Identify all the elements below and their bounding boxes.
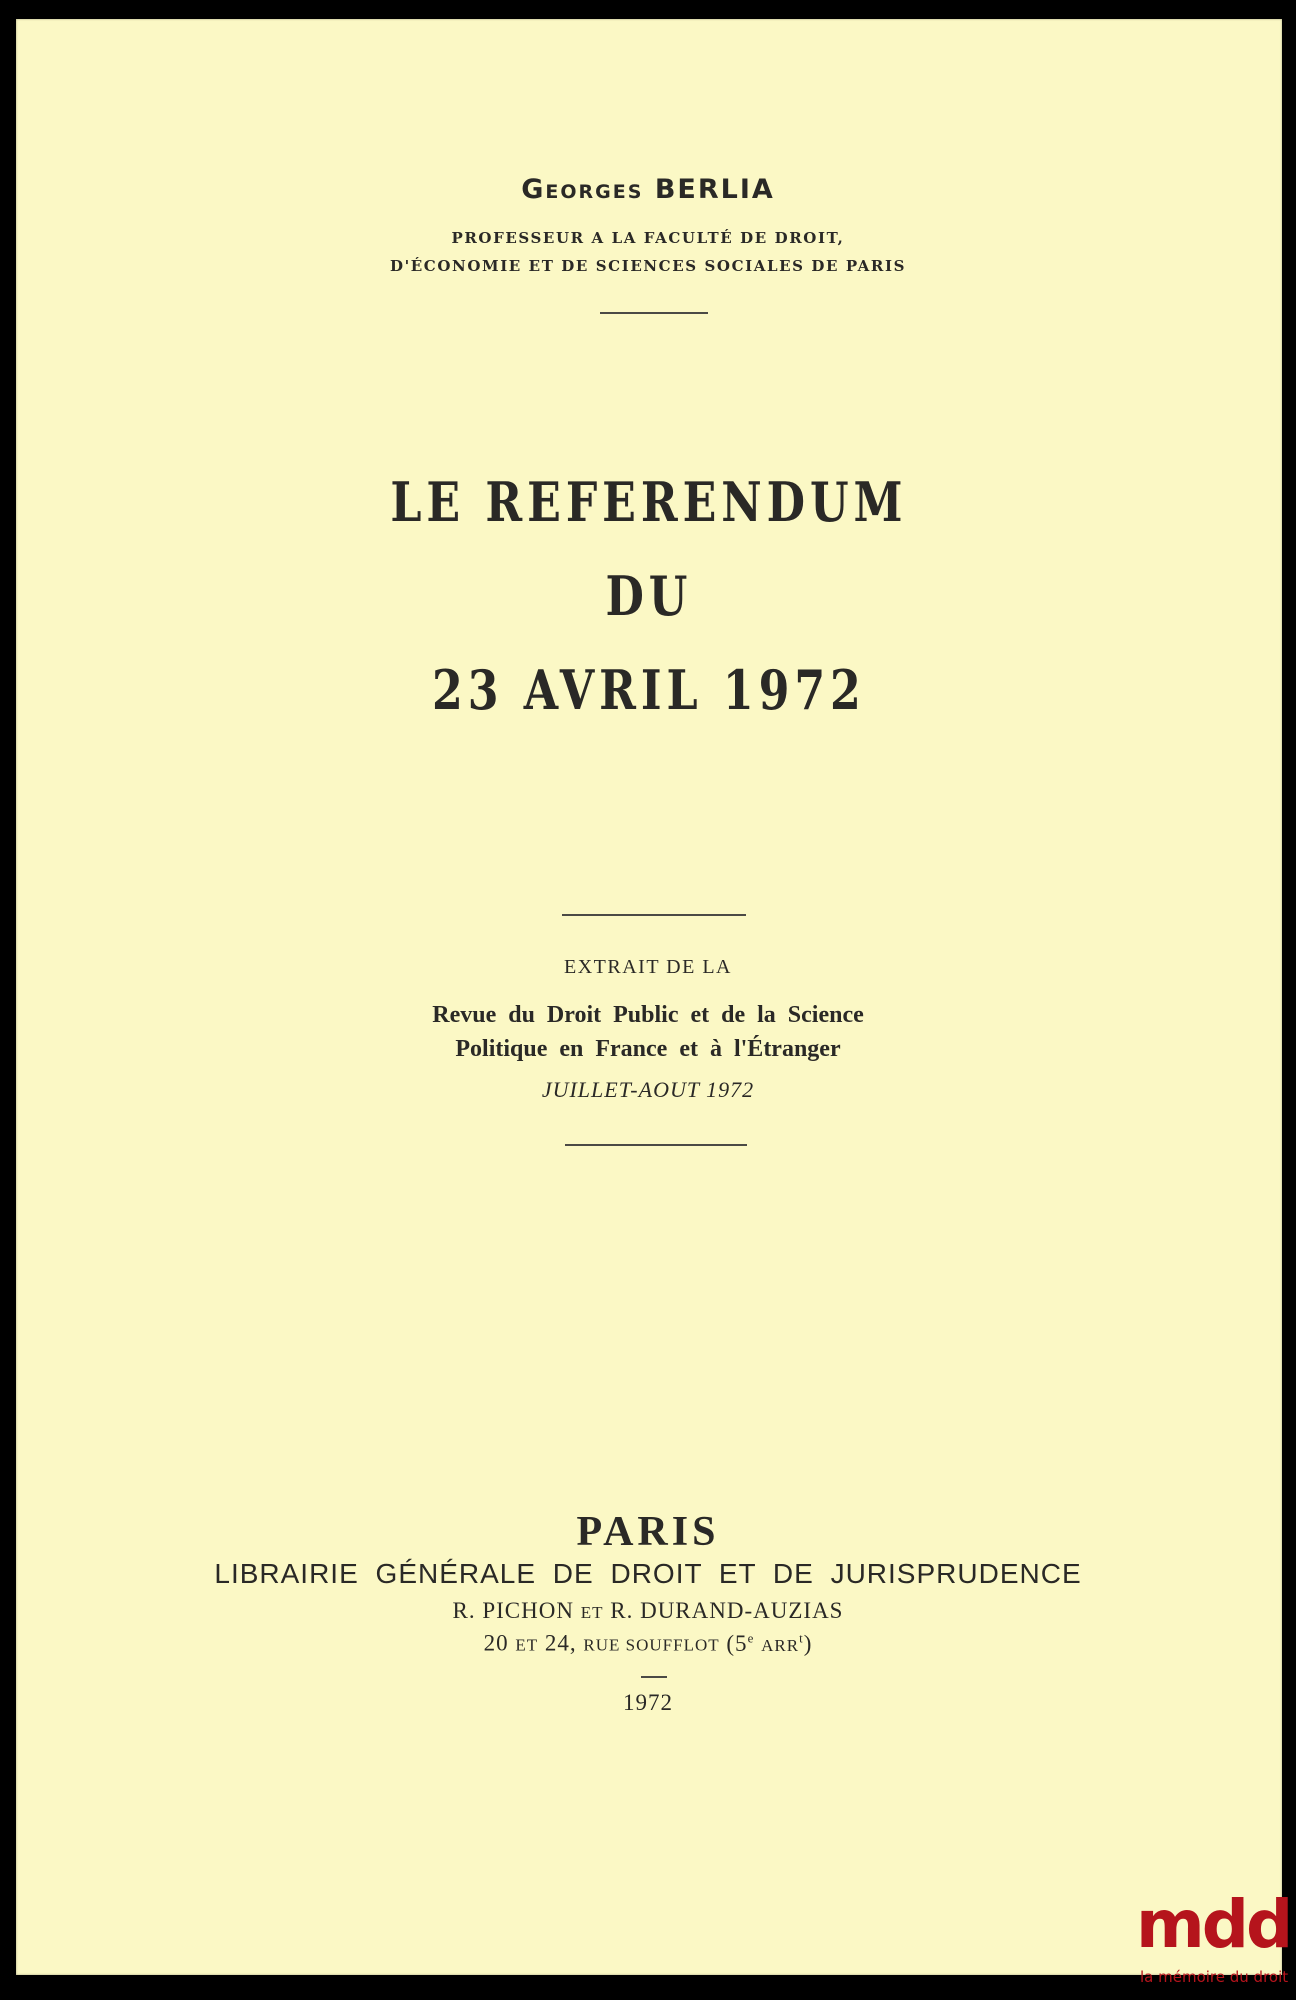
title-line-1: LE REFERENDUM bbox=[390, 470, 908, 534]
address-street: RUE SOUFFLOT bbox=[583, 1635, 720, 1655]
author-affiliation bbox=[0, 224, 1296, 280]
imprint-address bbox=[0, 1630, 1296, 1657]
title-line-2: DU bbox=[605, 564, 693, 628]
author-name bbox=[0, 174, 1296, 205]
mdd-logo-mark: mdd bbox=[1136, 1886, 1291, 1963]
affiliation-line-1: PROFESSEUR A LA FACULTÉ DE DROIT, bbox=[451, 229, 845, 247]
imprint-editors bbox=[0, 1598, 1296, 1624]
imprint-publisher: LIBRAIRIE GÉNÉRALE DE DROIT ET DE JURISPRUDENCE bbox=[214, 1558, 1082, 1589]
mdd-logo-tagline: la mémoire du droit bbox=[1140, 1968, 1289, 1986]
author-last-name: BERLIA bbox=[654, 174, 775, 205]
journal-line-1: Revue du Droit Public et de la Science bbox=[432, 1002, 864, 1028]
affiliation-line-2: D'ÉCONOMIE ET DE SCIENCES SOCIALES DE PARIS bbox=[389, 257, 907, 275]
imprint-year: 1972 bbox=[623, 1690, 673, 1715]
journal-issue: JUILLET-AOUT 1972 bbox=[541, 1077, 755, 1102]
journal-name bbox=[0, 998, 1296, 1066]
editor-1: R. PICHON bbox=[452, 1598, 574, 1623]
editor-2: R. DURAND-AUZIAS bbox=[610, 1598, 844, 1623]
divider-middle bbox=[562, 914, 746, 916]
address-conjunction: ET bbox=[515, 1635, 539, 1655]
divider-lower bbox=[565, 1144, 747, 1146]
address-number: 20 bbox=[483, 1630, 509, 1656]
author-first-name: Georges bbox=[521, 174, 644, 205]
address-number-2: 24, bbox=[544, 1630, 577, 1656]
document-title bbox=[118, 455, 1181, 737]
editor-conjunction: ET bbox=[580, 1603, 604, 1622]
journal-line-2: Politique en France et à l'Étranger bbox=[455, 1036, 841, 1062]
extract-label: EXTRAIT DE LA bbox=[564, 956, 732, 978]
address-arrondissement: (5e ARR$^t$) bbox=[726, 1630, 813, 1656]
divider-top bbox=[600, 312, 708, 314]
mdd-watermark-logo bbox=[1136, 1886, 1291, 1992]
divider-year bbox=[641, 1676, 667, 1678]
title-line-3: 23 AVRIL 1972 bbox=[431, 658, 866, 722]
imprint-city: PARIS bbox=[576, 1509, 720, 1555]
